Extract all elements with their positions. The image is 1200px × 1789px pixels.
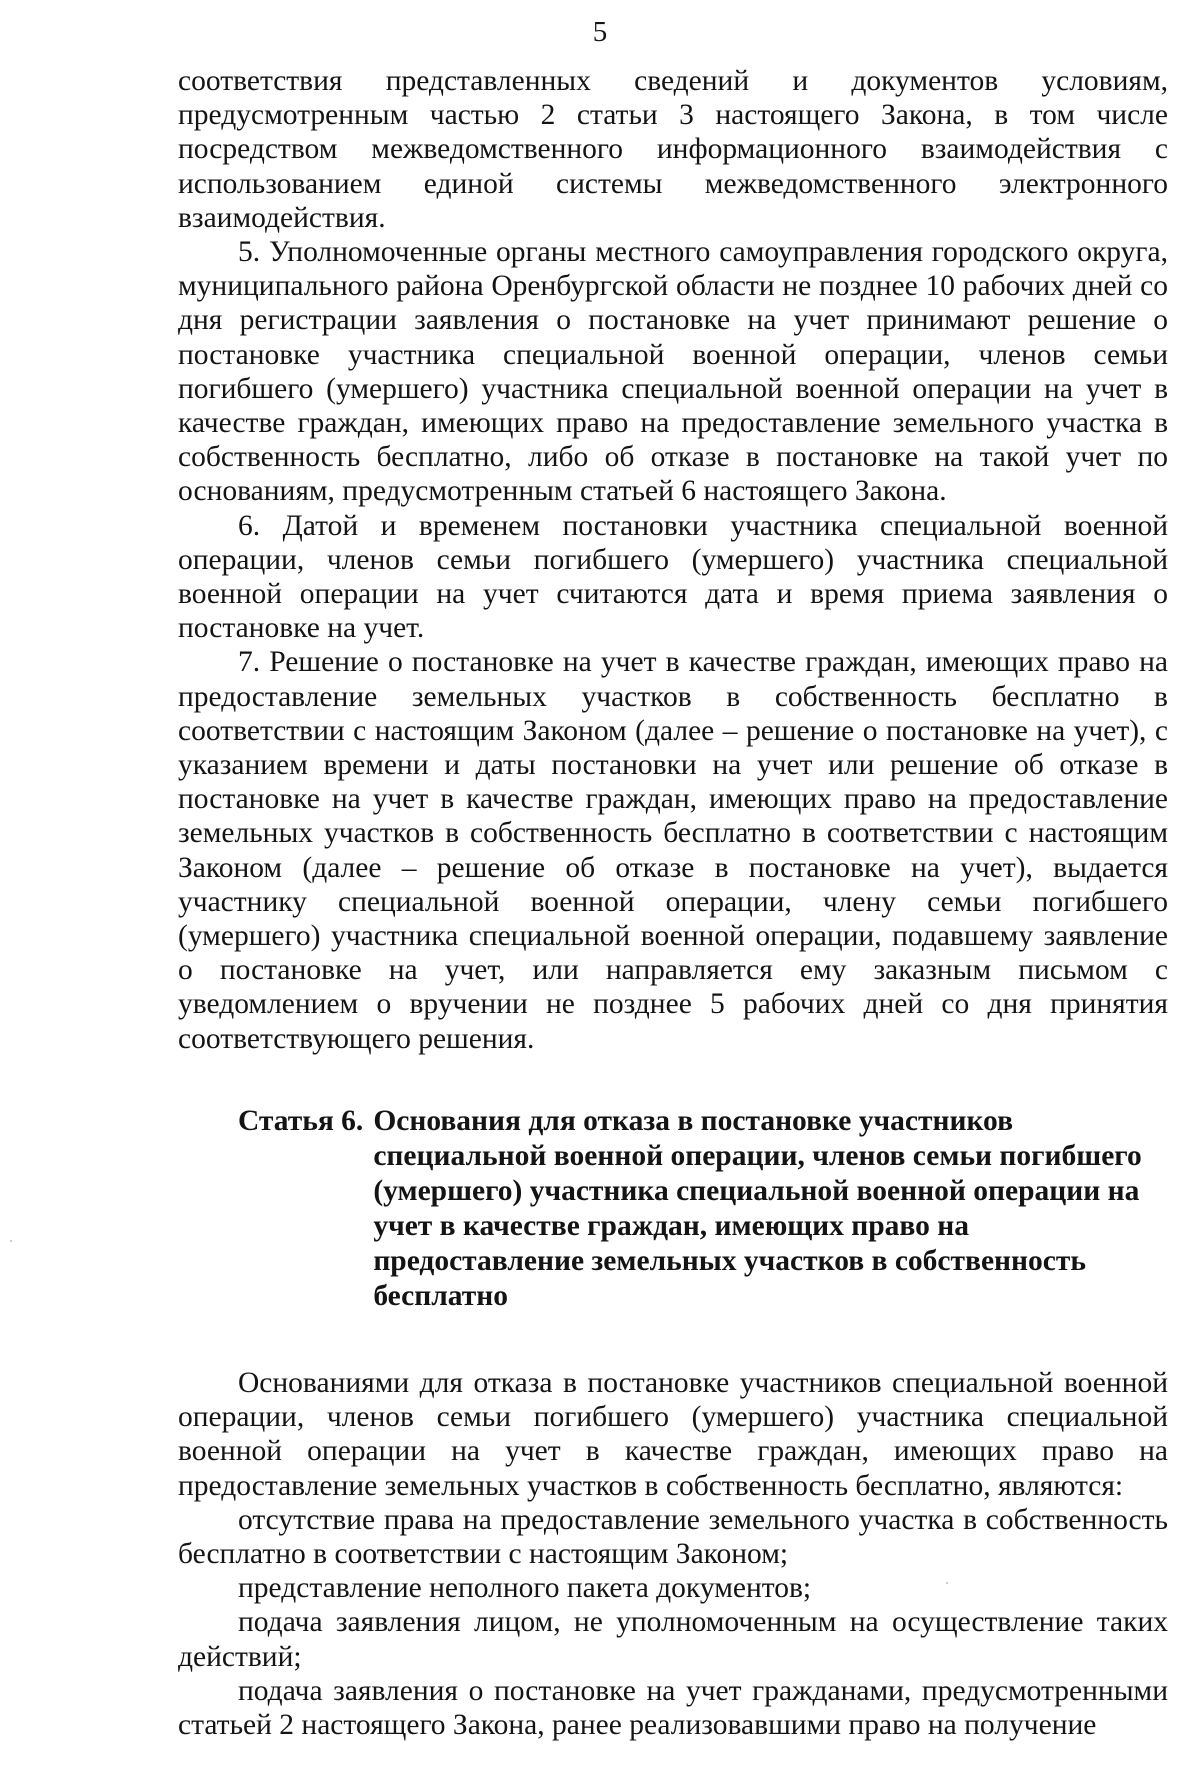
paragraph-grounds-intro: Основаниями для отказа в постановке участников специальной военной операции, членов семьи погибшего (умершего) участника специальной военной операции на учет в качестве граждан, имеющих право на предоставление земельных участков в собственность бесплатно, являются: xyxy=(178,1366,1168,1502)
paragraph-ground-incomplete-docs: представление неполного пакета документов; xyxy=(238,1572,812,1605)
paragraph-ground-unauthorized: подача заявления лицом, не уполномоченным на осуществление таких действий; xyxy=(178,1606,1168,1673)
scan-speck xyxy=(946,1582,948,1584)
paragraph-continuation: соответствия представленных сведений и документов условиям, предусмотренным частью 2 статьи 3 настоящего Закона, в том числе посредством межведомственного информационного взаимодействия с использованием единой системы межведомственного электронного взаимодействия. xyxy=(178,65,1168,234)
paragraph-item-5: 5. Уполномоченные органы местного самоуправления городского округа, муниципального района Оренбургской области не позднее 10 рабочих дней со дня регистрации заявления о постановке на учет принимают решение о постановке участника специальной военной операции, членов семьи погибшего (умершего) участника специальной военной операции на учет в качестве граждан, имеющих право на предоставление земельного участка в собственность бесплатно, либо об отказе в постановке на такой учет по основаниям, предусмотренным статьей 6 настоящего Закона. xyxy=(178,236,1168,508)
article-number: Статья 6. xyxy=(238,1104,364,1137)
paragraph-ground-already-realized: подача заявления о постановке на учет гражданами, предусмотренными статьей 2 настоящего Закона, ранее реализовавшими право на получение xyxy=(178,1674,1168,1741)
article-title: Основания для отказа в постановке участников специальной военной операции, членов семьи погибшего (умершего) участника специальной военной операции на учет в качестве граждан, имеющих право на предоставление земельных участков в собственность бесплатно xyxy=(373,1104,1142,1312)
page-number: 5 xyxy=(592,16,608,48)
paragraph-item-7: 7. Решение о постановке на учет в качестве граждан, имеющих право на предоставление земельных участков в собственность бесплатно в соответствии с настоящим Законом (далее – решение о постановке на учет), с указанием времени и даты постановки на учет или решение об отказе в постановке на учет в качестве граждан, имеющих право на предоставление земельных участков в собственность бесплатно в соответствии с настоящим Законом (далее – решение об отказе в постановке на учет), выдается участнику специальной военной операции, члену семьи погибшего (умершего) участника специальной военной операции, подавшему заявление о постановке на учет, или направляется ему заказным письмом с уведомлением о вручении не позднее 5 рабочих дней со дня принятия соответствующего решения. xyxy=(178,646,1168,1055)
page-content xyxy=(178,64,1168,1742)
article-heading xyxy=(178,1104,1168,1314)
scan-speck xyxy=(10,1240,12,1242)
paragraph-item-6: 6. Датой и временем постановки участника специальной военной операции, членов семьи погибшего (умершего) участника специальной военной операции на учет считаются дата и время приема заявления о постановке на учет. xyxy=(178,509,1168,645)
paragraph-ground-no-right: отсутствие права на предоставление земельного участка в собственность бесплатно в соответствии с настоящим Законом; xyxy=(178,1503,1168,1570)
